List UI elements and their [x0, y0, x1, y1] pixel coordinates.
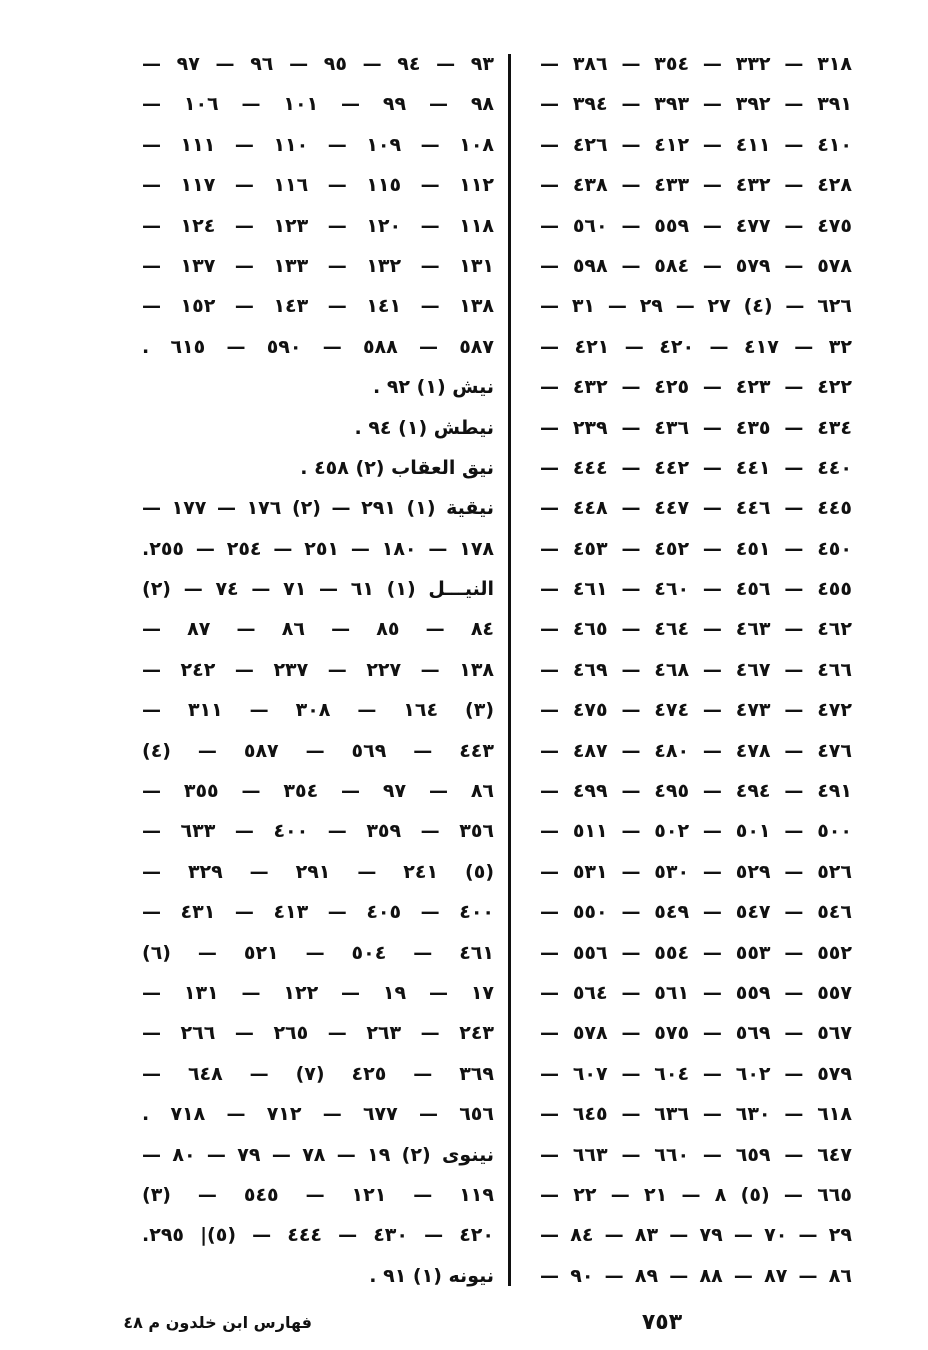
index-line: ٨٤ — ٨٥ — ٨٦ — ٨٧ —: [142, 618, 494, 641]
index-line: ٥٤٦ — ٥٤٧ — ٥٤٩ — ٥٥٠ —: [540, 901, 852, 924]
index-line: ١٣٨ — ٢٢٧ — ٢٣٧ — ٢٤٢ —: [142, 658, 494, 681]
index-line: ٤٥٠ — ٤٥١ — ٤٥٢ — ٤٥٣ —: [540, 537, 852, 560]
index-line: ٥٨٧ — ٥٨٨ — ٥٩٠ — ٦١٥ .: [142, 335, 494, 358]
index-line: ٣٥٦ — ٣٥٩ — ٤٠٠ — ٦٣٣ —: [142, 820, 494, 843]
index-line: ٥٧٩ — ٦٠٢ — ٦٠٤ — ٦٠٧ —: [540, 1062, 852, 1085]
index-line: ١٣١ — ١٣٢ — ١٣٣ — ١٣٧ —: [142, 254, 494, 277]
column-divider: [508, 54, 511, 1286]
footer-book-title: فهارس ابن خلدون م ٤٨: [123, 1313, 312, 1332]
index-line: ٨٦ — ٩٧ — ٣٥٤ — ٣٥٥ —: [142, 780, 494, 803]
index-line: ٤٠٠ — ٤٠٥ — ٤١٣ — ٤٣١ —: [142, 901, 494, 924]
index-line: ٤٤٠ — ٤٤١ — ٤٤٢ — ٤٤٤ —: [540, 456, 852, 479]
index-line: ٥٦٧ — ٥٦٩ — ٥٧٥ — ٥٧٨ —: [540, 1022, 852, 1045]
index-line: ٣١٨ — ٣٣٢ — ٣٥٤ — ٣٨٦ —: [540, 53, 852, 75]
index-line: ٥٥٢ — ٥٥٣ — ٥٥٤ — ٥٥٦ —: [540, 941, 852, 964]
index-line: ٦٤٧ — ٦٥٩ — ٦٦٠ — ٦٦٣ —: [540, 1143, 852, 1166]
index-line: ٩٣ — ٩٤ — ٩٥ — ٩٦ — ٩٧ —: [142, 53, 494, 75]
index-line: النيـــل (١) ٦١ — ٧١ — ٧٤ — (٢): [142, 578, 494, 601]
index-line: ٤٦١ — ٥٠٤ — ٥٢١ — (٦): [142, 941, 494, 964]
index-line: (٣) ١٦٤ — ٣٠٨ — ٣١١ —: [142, 699, 494, 722]
index-line: ٤٧٦ — ٤٧٨ — ٤٨٠ — ٤٨٧ —: [540, 739, 852, 762]
index-line: ٤٢٨ — ٤٣٢ — ٤٣٣ — ٤٣٨ —: [540, 174, 852, 197]
index-line: ٣٢ — ٤١٧ — ٤٢٠ — ٤٢١ —: [540, 335, 852, 358]
index-line: ٦٥٦ — ٦٧٧ — ٧١٢ — ٧١٨ .: [142, 1103, 494, 1126]
index-line: نيش (١) ٩٢ .: [372, 376, 494, 399]
index-line: ١١٢ — ١١٥ — ١١٦ — ١١٧ —: [142, 174, 494, 197]
index-line: ٤٧٢ — ٤٧٣ — ٤٧٤ — ٤٧٥ —: [540, 699, 852, 722]
index-line: ٥٥٧ — ٥٥٩ — ٥٦١ — ٥٦٤ —: [540, 981, 852, 1004]
index-line: ٤٩١ — ٤٩٤ — ٤٩٥ — ٤٩٩ —: [540, 780, 852, 803]
index-line: نيقية (١) ٢٩١ — (٢) ١٧٦ — ١٧٧ —: [142, 497, 494, 520]
index-line: ٤١٠ — ٤١١ — ٤١٢ — ٤٢٦ —: [540, 133, 852, 156]
index-line: ٤٦٢ — ٤٦٣ — ٤٦٤ — ٤٦٥ —: [540, 618, 852, 641]
index-line: ١٠٨ — ١٠٩ — ١١٠ — ١١١ —: [142, 133, 494, 156]
index-line: ٥٧٨ — ٥٧٩ — ٥٨٤ — ٥٩٨ —: [540, 254, 852, 277]
index-line: (٥) ٢٤١ — ٢٩١ — ٣٢٩ —: [142, 860, 494, 883]
index-line: ٣٦٩ — ٤٢٥ (٧) — ٦٤٨ —: [142, 1062, 494, 1085]
index-line: ٤٢٢ — ٤٢٣ — ٤٢٥ — ٤٣٢ —: [540, 376, 852, 399]
index-line: ٥٢٦ — ٥٢٩ — ٥٣٠ — ٥٣١ —: [540, 860, 852, 883]
index-line: ٤٤٥ — ٤٤٦ — ٤٤٧ — ٤٤٨ —: [540, 497, 852, 520]
index-line: ٤٦٦ — ٤٦٧ — ٤٦٨ — ٤٦٩ —: [540, 658, 852, 681]
index-line: ٦٦٥ — (٥) ٨ — ٢١ — ٢٢ —: [540, 1183, 852, 1206]
index-line: ٢٤٣ — ٢٦٣ — ٢٦٥ — ٢٦٦ —: [142, 1022, 494, 1045]
index-line: نيطش (١) ٩٤ .: [354, 416, 494, 439]
index-line: ٤٢٠ — ٤٣٠ — ٤٤٤ — (٥)| ٢٩٥.: [142, 1224, 494, 1247]
index-line: ٢٩ — ٧٠ — ٧٩ — ٨٣ — ٨٤ —: [540, 1224, 852, 1247]
index-line: ١٣٨ — ١٤١ — ١٤٣ — ١٥٢ —: [142, 295, 494, 318]
index-column-right: [540, 44, 852, 1296]
index-line: ٤٥٥ — ٤٥٦ — ٤٦٠ — ٤٦١ —: [540, 578, 852, 601]
index-line: ٨٦ — ٨٧ — ٨٨ — ٨٩ — ٩٠ —: [540, 1264, 852, 1287]
index-column-left: [142, 44, 494, 1296]
index-line: ١٧ — ١٩ — ١٢٢ — ١٣١ —: [142, 981, 494, 1004]
index-line: ٣٩١ — ٣٩٢ — ٣٩٣ — ٣٩٤ —: [540, 93, 852, 116]
index-line: نيونه (١) ٩١ .: [369, 1264, 494, 1287]
page-number: ٧٥٣: [641, 1310, 683, 1335]
index-line: نينوى (٢) ١٩ — ٧٨ — ٧٩ — ٨٠ —: [142, 1143, 494, 1166]
index-line: ٦١٨ — ٦٣٠ — ٦٣٦ — ٦٤٥ —: [540, 1103, 852, 1126]
index-line: ٤٧٥ — ٤٧٧ — ٥٥٩ — ٥٦٠ —: [540, 214, 852, 237]
index-line: ٤٤٣ — ٥٦٩ — ٥٨٧ — (٤): [142, 739, 494, 762]
index-line: ١١٨ — ١٢٠ — ١٢٣ — ١٢٤ —: [142, 214, 494, 237]
index-line: ٩٨ — ٩٩ — ١٠١ — ١٠٦ —: [142, 93, 494, 116]
index-line: ١١٩ — ١٢١ — ٥٤٥ — (٣): [142, 1183, 494, 1206]
index-line: ٤٣٤ — ٤٣٥ — ٤٣٦ — ٢٣٩ —: [540, 416, 852, 439]
index-line: ٦٢٦ — (٤) ٢٧ — ٢٩ — ٣١ —: [540, 295, 852, 318]
page-footer: [123, 1308, 854, 1338]
index-line: ٥٠٠ — ٥٠١ — ٥٠٢ — ٥١١ —: [540, 820, 852, 843]
index-line: ١٧٨ — ١٨٠ — ٢٥١ — ٢٥٤ — ٢٥٥.: [142, 537, 494, 560]
index-line: نيق العقاب (٢) ٤٥٨ .: [300, 456, 494, 479]
